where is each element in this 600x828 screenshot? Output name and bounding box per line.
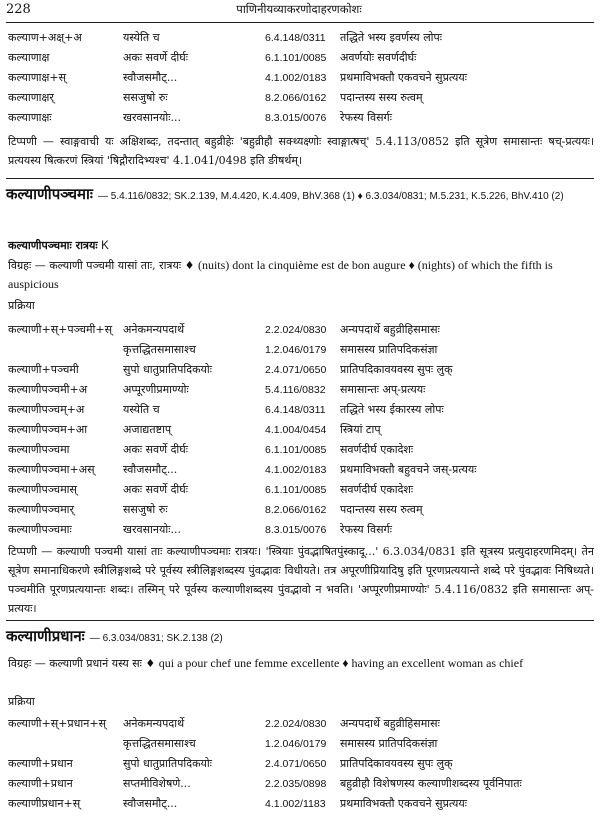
vigraha [8, 654, 594, 673]
derivation-row: कल्याणाक्षर् ससजुषो रुः 8.2.066/0162 पदान्तस्य सस्य रुत्वम् [8, 91, 423, 104]
derivation-row: कृत्तद्धितसमासाश्च 1.2.046/0179 समासस्य प्रातिपदिकसंज्ञा [123, 343, 438, 356]
derivation-row: कल्याणीपञ्चमास् अकः सवर्णे दीर्घः 6.1.101/0085 सवर्णदीर्घ एकादेशः [8, 483, 414, 496]
entry-references: — 5.4.116/0832; SK.2.139, M.4.420, K.4.409, BhV.368 (1) ♦ 6.3.034/0831; M.5.231, K.5.226, BhV.410 (2) [98, 191, 564, 202]
derivation-row: कल्याणीपञ्चमी+अ अप्पूरणीप्रमाण्योः 5.4.116/0832 समासान्तः अप्-प्रत्ययः [8, 383, 426, 396]
derivation-row: कल्याणीपञ्चमा+अस् स्वौजसमौट्... 4.1.002/0183 प्रथमाविभक्तौ बहुवचने जस्-प्रत्ययः [8, 463, 477, 476]
derivation-row: कल्याणीपञ्चम+आ अजाद्यतष्टाप् 4.1.004/0454 स्त्रियां टाप् [8, 423, 381, 436]
phrase-line [8, 236, 594, 256]
vigraha-translation: (nuits) dont la cinquième est de bon augure ♦ (nights) of which the fifth is auspicious [8, 258, 553, 291]
derivation-row: कल्याणी+प्रधान सुपो धातुप्रातिपदिकयोः 2.4.071/0650 प्रातिपदिकावयवस्य सुपः लुक् [8, 757, 453, 770]
derivation-row: कल्याणी+पञ्चमी सुपो धातुप्रातिपदिकयोः 2.4.071/0650 प्रातिपदिकावयवस्य सुपः लुक् [8, 363, 453, 376]
headword: कल्याणीप्रधानः [6, 627, 85, 645]
note-1: टिप्पणी — स्वाङ्गवाची यः अक्षिशब्दः, तदन्तात् बहुव्रीहेः 'बहुव्रीहौ सक्थ्यक्ष्णोः स्वाङ्गात्षच्' 5.4.113/0852 इति सूत्रेण समासान्तः षच्-प्रत्ययः। प्रत्ययस्य षित्करणं स्त्रियां 'षिद्गौरादिभ्यश्च' 4.1.041/0498 इति ङीषर्थम्। [8, 135, 594, 167]
derivation-row: कल्याण+अक्ष्+अ यस्येति च 6.4.148/0311 तद्धिते भस्य इवर्णस्य लोपः [8, 31, 442, 44]
page-header [6, 2, 592, 22]
entry-references: — 6.3.034/0831; SK.2.138 (2) [89, 633, 223, 644]
derivation-row: कल्याणीप्रधान+स् स्वौजसमौट्... 4.1.002/1183 प्रथमाविभक्तौ एकवचने सुप्रत्ययः [8, 797, 468, 810]
derivation-row: कल्याणीपञ्चमार् ससजुषो रुः 8.2.066/0162 पदान्तस्य सस्य रुत्वम् [8, 503, 423, 516]
prakriya-label: प्रक्रिया [8, 299, 35, 312]
running-title: पाणिनीयव्याकरणोदाहरणकोशः [236, 2, 362, 16]
entry-rule [6, 620, 594, 621]
phrase-mark: K [101, 240, 109, 252]
derivation-row: कृत्तद्धितसमासाश्च 1.2.046/0179 समासस्य प्रातिपदिकसंज्ञा [123, 737, 438, 750]
derivation-row: कल्याणीपञ्चम्+अ यस्येति च 6.4.148/0311 तद्धिते भस्य ईकारस्य लोपः [8, 403, 444, 416]
headword: कल्याणीपञ्चमाः [6, 185, 93, 203]
vigraha-sanskrit: विग्रहः — कल्याणी पञ्चमी यासां ताः, रात्रयः ♦ [8, 259, 195, 272]
derivation-row: कल्याणीपञ्चमा अकः सवर्णे दीर्घः 6.1.101/0085 सवर्णदीर्घ एकादेशः [8, 443, 414, 456]
page-number: 228 [6, 2, 31, 17]
derivation-row: कल्याणी+स्+पञ्चमी+स् अनेकमन्यपदार्थे 2.2.024/0830 अन्यपदार्थे बहुव्रीहिसमासः [8, 323, 440, 336]
derivation-row: कल्याणाक्ष अकः सवर्णे दीर्घः 6.1.101/0085 अवर्णयोः सवर्णदीर्घः [8, 51, 417, 64]
vigraha-translation: qui a pour chef une femme excellente ♦ having an excellent woman as chief [158, 656, 524, 670]
vigraha [8, 256, 594, 294]
entry-rule [6, 178, 594, 179]
prakriya-label: प्रक्रिया [8, 695, 35, 708]
derivation-row: कल्याणाक्ष+स् स्वौजसमौट्... 4.1.002/0183 प्रथमाविभक्तौ एकवचने सुप्रत्ययः [8, 71, 468, 84]
derivation-row: कल्याणी+स्+प्रधान+स् अनेकमन्यपदार्थे 2.2.024/0830 अन्यपदार्थे बहुव्रीहिसमासः [8, 717, 440, 730]
derivation-row: कल्याणाक्षः खरवसानयोः... 8.3.015/0076 रेफस्य विसर्गः [8, 111, 392, 124]
derivation-table-3 [0, 714, 600, 814]
phrase-label: कल्याणीपञ्चमाः रात्रयः [8, 239, 98, 252]
derivation-row: कल्याणी+प्रधान सप्तमीविशेषणे... 2.2.035/0898 बहुव्रीहौ विशेषणस्य कल्याणीशब्दस्य पूर्वनिपातः [8, 777, 522, 790]
vigraha-sanskrit: विग्रहः — कल्याणी प्रधानं यस्य सः ♦ [8, 657, 156, 670]
header-rule [6, 22, 594, 23]
entry-heading [6, 184, 564, 204]
derivation-row: कल्याणीपञ्चमाः खरवसानयोः... 8.3.015/0076 रेफस्य विसर्गः [8, 523, 392, 536]
note-2: टिप्पणी — कल्याणी पञ्चमी यासां ताः कल्याणीपञ्चमाः रात्रयः। 'स्त्रियाः पुंवद्भाषितपुंस्कादू...' 6.3.034/0831 इति सूत्रस्य प्रत्युदाहरणमिदम्। तेन सूत्रेण समानाधिकरणे स्त्रीलिङ्गशब्दे परे पूर्वस्य स्त्रीलिङ्गशब्दस्य पुंवद्भावः विधीयते। तत्र अपूरणीप्रियादिषु इति पूरणप्रत्ययान्ते शब्दे परे पुंवद्भावः निषिध्यते। पञ्चमीति पूरणप्रत्ययान्तः शब्दः। तस्मिन् परे पूर्वस्य कल्याणीशब्दस्य पुंवद्भावो न भवति। 'अप्पूरणीप्रमाण्योः' 5.4.116/0832 इति समासान्तः अप्-प्रत्ययः। [8, 545, 594, 615]
derivation-table-2 [0, 320, 600, 540]
entry-heading [6, 626, 223, 646]
derivation-table-1 [0, 28, 600, 128]
